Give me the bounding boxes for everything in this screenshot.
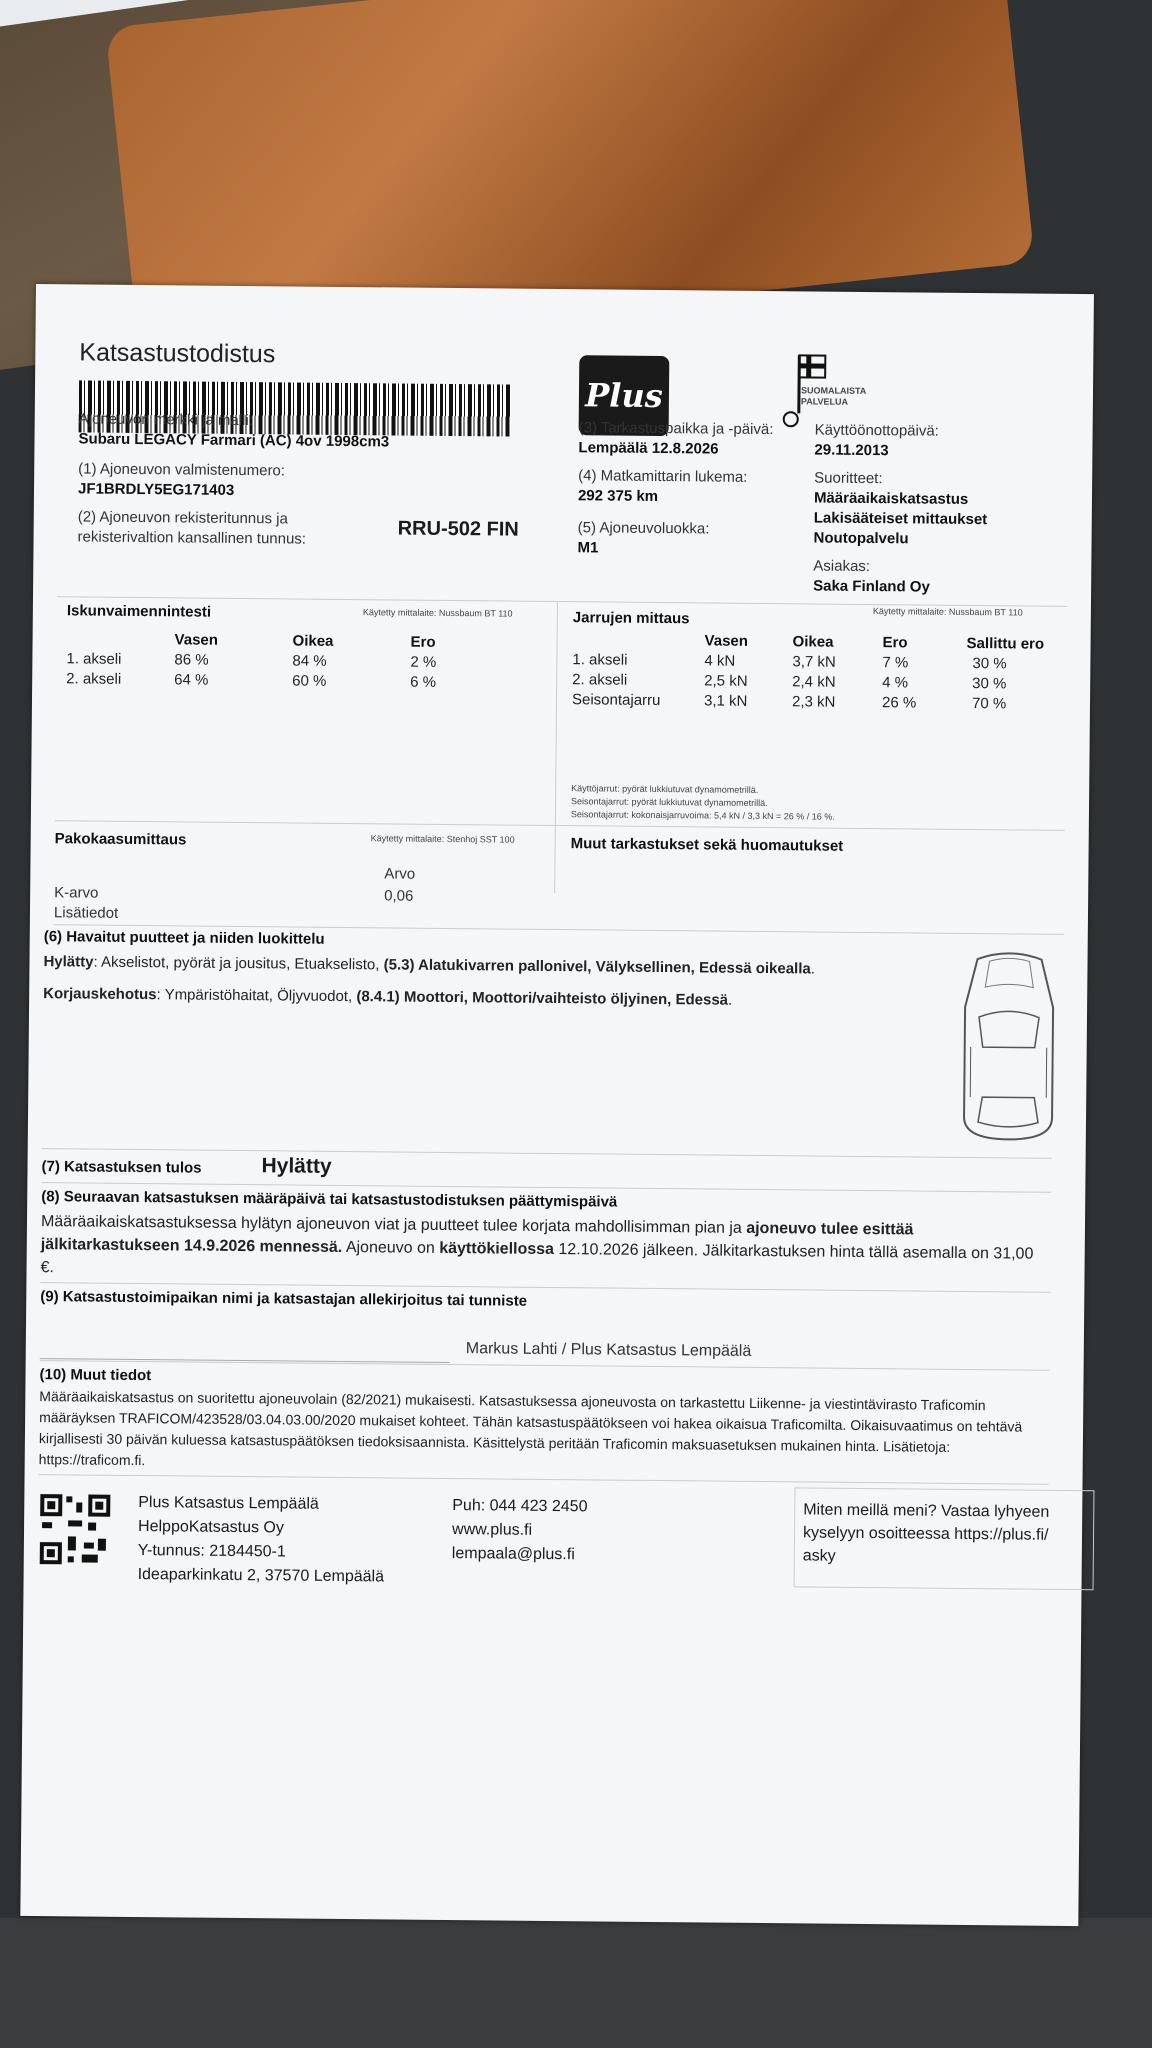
brakes-device: Käytetty mittalaite: Nussbaum BT 110 bbox=[872, 606, 1023, 618]
table-cell: 64 % bbox=[174, 671, 209, 689]
vin-value: JF1BRDLY5EG171403 bbox=[77, 480, 235, 499]
table-cell: 1. akseli bbox=[572, 651, 628, 669]
defect-repair bbox=[43, 982, 943, 1014]
reg-label-1: (2) Ajoneuvon rekisteritunnus ja bbox=[77, 508, 288, 528]
brakes-note: Seisontajarrut: kokonaisjarruvoima: 5,4 kN / 3,3 kN = 26 % / 16 %. bbox=[570, 809, 835, 822]
column-header: Vasen bbox=[174, 631, 219, 649]
customer-value: Saka Finland Oy bbox=[813, 577, 930, 596]
next-ban: käyttökiellossa bbox=[439, 1239, 555, 1259]
next-inspection-text bbox=[40, 1210, 1041, 1289]
document-title: Katsastustodistus bbox=[79, 338, 276, 369]
brakes-title: Jarrujen mittaus bbox=[572, 609, 690, 628]
website-link[interactable]: www.plus.fi bbox=[451, 1521, 533, 1539]
brakes-table bbox=[572, 631, 1073, 716]
exhaust-column: Arvo bbox=[384, 865, 416, 883]
table-cell: 2,3 kN bbox=[791, 693, 836, 711]
exhaust-title: Pakokaasumittaus bbox=[54, 830, 187, 849]
column-header: Oikea bbox=[792, 633, 834, 651]
table-cell: 4 % bbox=[882, 674, 909, 692]
place-value: Lempäälä 12.8.2026 bbox=[578, 439, 719, 458]
background-floor bbox=[0, 1918, 1152, 2048]
barcode bbox=[79, 380, 511, 436]
reg-label-2: rekisterivaltion kansallinen tunnus: bbox=[77, 528, 307, 548]
repair-item: (8.4.1) Moottori, Moottori/vaihteisto öljyinen, Edessä bbox=[356, 988, 729, 1009]
shock-test-title: Iskunvaimennintesti bbox=[66, 602, 212, 621]
performed-item: Määräaikaiskatsastus bbox=[813, 489, 969, 508]
table-cell: 3,1 kN bbox=[703, 692, 748, 710]
rejected-end: . bbox=[810, 960, 816, 978]
exhaust-device: Käytetty mittalaite: Stenhoj SST 100 bbox=[370, 833, 515, 845]
table-cell: 30 % bbox=[972, 675, 1007, 693]
odometer-label: (4) Matkamittarin lukema: bbox=[578, 467, 748, 486]
table-cell: 7 % bbox=[882, 654, 909, 672]
intro-date-label: Käyttöönottopäivä: bbox=[814, 421, 939, 440]
company-info bbox=[137, 1491, 384, 1589]
defect-rejected bbox=[43, 950, 943, 982]
brakes-note: Seisontajarrut: pyörät lukkiutuvat dynamometrillä. bbox=[571, 796, 768, 809]
car-diagram bbox=[948, 947, 1070, 1153]
company-line: Plus Katsastus Lempäälä bbox=[138, 1494, 319, 1513]
shock-test-table bbox=[56, 630, 537, 695]
table-cell: 1. akseli bbox=[66, 650, 122, 668]
rejected-label: Hylätty bbox=[43, 953, 94, 971]
vin-label: (1) Ajoneuvon valmistenumero: bbox=[78, 460, 286, 480]
next-text-3: 12.10.2026 jälkeen. Jälkitarkastuksen hinta tällä asemalla on 31,00 €. bbox=[40, 1241, 1034, 1277]
class-label: (5) Ajoneuvoluokka: bbox=[577, 519, 710, 538]
company-line: HelppoKatsastus Oy bbox=[137, 1518, 285, 1537]
signature-title: (9) Katsastustoimipaikan nimi ja katsastajan allekirjoitus tai tunniste bbox=[40, 1288, 528, 1310]
column-header: Ero bbox=[410, 633, 436, 651]
table-cell: 4 kN bbox=[704, 652, 736, 670]
qr-code bbox=[38, 1492, 113, 1572]
contact-info bbox=[452, 1494, 588, 1567]
table-cell: 60 % bbox=[292, 672, 327, 690]
table-cell: 30 % bbox=[972, 655, 1007, 673]
column-header: Sallittu ero bbox=[966, 634, 1045, 653]
column-header: Vasen bbox=[704, 632, 749, 650]
other-info-title: (10) Muut tiedot bbox=[39, 1366, 152, 1385]
email-link[interactable]: lempaala@plus.fi bbox=[451, 1545, 575, 1564]
table-cell: 86 % bbox=[174, 651, 209, 669]
result-label: (7) Katsastuksen tulos bbox=[41, 1158, 202, 1177]
table-cell: 26 % bbox=[881, 694, 917, 712]
class-value: M1 bbox=[577, 539, 599, 557]
performed-item: Noutopalvelu bbox=[813, 529, 909, 548]
result-value: Hylätty bbox=[261, 1154, 332, 1178]
place-label: (3) Tarkastuspaikka ja -päivä: bbox=[578, 419, 774, 439]
other-info-text: Määräaikaiskatsastus on suoritettu ajoneuvolain (82/2021) mukaisesti. Katsastuksessa ajoneuvosta on tarkastettu Liikenne- ja viestintävirasto Traficomin määräyksen TRAFICOM/423528/03.04.03.00/2020 mukaiset kohteet. Tähän katsastuspäätökseen voi hakea oikaisua Traficomilta. Oikaisuvaatimus on tehtävä kirjallisesti 30 päivän kuluessa katsastuspäätöksen tiedoksisaannista. Käsittelystä peritään Traficomin maksuasetuksen mukainen hinta. Lisätietoja: https://traficom.fi. bbox=[38, 1388, 1023, 1469]
k-value-label: K-arvo bbox=[54, 884, 99, 902]
customer-label: Asiakas: bbox=[813, 557, 871, 576]
table-cell: 2 % bbox=[410, 653, 437, 671]
company-line: Ideaparkinkatu 2, 37570 Lempäälä bbox=[137, 1566, 385, 1586]
table-cell: 3,7 kN bbox=[792, 653, 836, 671]
reg-value: RRU-502 FIN bbox=[397, 517, 519, 541]
next-text-2: Ajoneuvo on bbox=[342, 1238, 440, 1257]
company-line: Y-tunnus: 2184450-1 bbox=[137, 1542, 286, 1561]
rejected-item: (5.3) Alatukivarren pallonivel, Välyksellinen, Edessä oikealla bbox=[383, 956, 811, 978]
extra-info-label: Lisätiedot bbox=[53, 904, 119, 922]
table-cell: Seisontajarru bbox=[571, 691, 661, 710]
next-inspection-title: (8) Seuraavan katsastuksen määräpäivä tai katsastustodistuksen päättymispäivä bbox=[41, 1188, 618, 1211]
table-cell: 2. akseli bbox=[572, 671, 628, 689]
table-cell: 6 % bbox=[410, 673, 437, 691]
defects-title: (6) Havaitut puutteet ja niiden luokittelu bbox=[43, 928, 325, 948]
next-deadline: ajoneuvo tulee esittää jälkitarkastukseen 14.9.2026 mennessä. bbox=[40, 1219, 914, 1256]
survey-box: Miten meillä meni? Vastaa lyhyeen kyselyyn osoitteessa https://plus.fi/ asky bbox=[794, 1487, 1095, 1590]
table-cell: 70 % bbox=[971, 695, 1007, 713]
odometer-value: 292 375 km bbox=[577, 487, 659, 505]
table-cell: 2. akseli bbox=[66, 670, 122, 688]
make-value: Subaru LEGACY Farmari (AC) 4ov 1998cm3 bbox=[78, 430, 390, 451]
finnish-service-text: SUOMALAISTA PALVELUA bbox=[800, 385, 867, 407]
make-label: Ajoneuvon merkki ja malli: bbox=[78, 410, 254, 430]
repair-label: Korjauskehotus bbox=[43, 985, 157, 1004]
table-cell: 2,5 kN bbox=[704, 672, 748, 690]
repair-end: . bbox=[727, 991, 733, 1009]
k-value: 0,06 bbox=[384, 887, 414, 905]
rejected-text: : Akselistot, pyörät ja jousitus, Etuakselisto, bbox=[93, 953, 384, 974]
inspection-certificate bbox=[20, 284, 1094, 1926]
performed-label: Suoritteet: bbox=[814, 469, 883, 488]
next-text-1: Määräaikaiskatsastuksessa hylätyn ajoneuvon viat ja puutteet tulee korjata mahdollisimman pian ja bbox=[40, 1213, 747, 1237]
signature-value: Markus Lahti / Plus Katsastus Lempäälä bbox=[465, 1340, 752, 1360]
column-header: Oikea bbox=[292, 632, 334, 650]
intro-date-value: 29.11.2013 bbox=[814, 441, 889, 460]
shock-test-device: Käytetty mittalaite: Nussbaum BT 110 bbox=[362, 607, 513, 619]
performed-item: Lakisääteiset mittaukset bbox=[813, 509, 988, 529]
plus-logo: Plus bbox=[579, 355, 670, 436]
other-checks-title: Muut tarkastukset sekä huomautukset bbox=[570, 835, 844, 855]
phone: Puh: 044 423 2450 bbox=[452, 1497, 588, 1516]
repair-text: : Ympäristöhaitat, Öljyvuodot, bbox=[156, 986, 357, 1006]
brakes-note: Käyttöjarrut: pyörät lukkiutuvat dynamometrillä. bbox=[571, 783, 759, 795]
table-cell: 2,4 kN bbox=[792, 673, 836, 691]
table-cell: 84 % bbox=[292, 652, 327, 670]
column-header: Ero bbox=[882, 634, 908, 652]
